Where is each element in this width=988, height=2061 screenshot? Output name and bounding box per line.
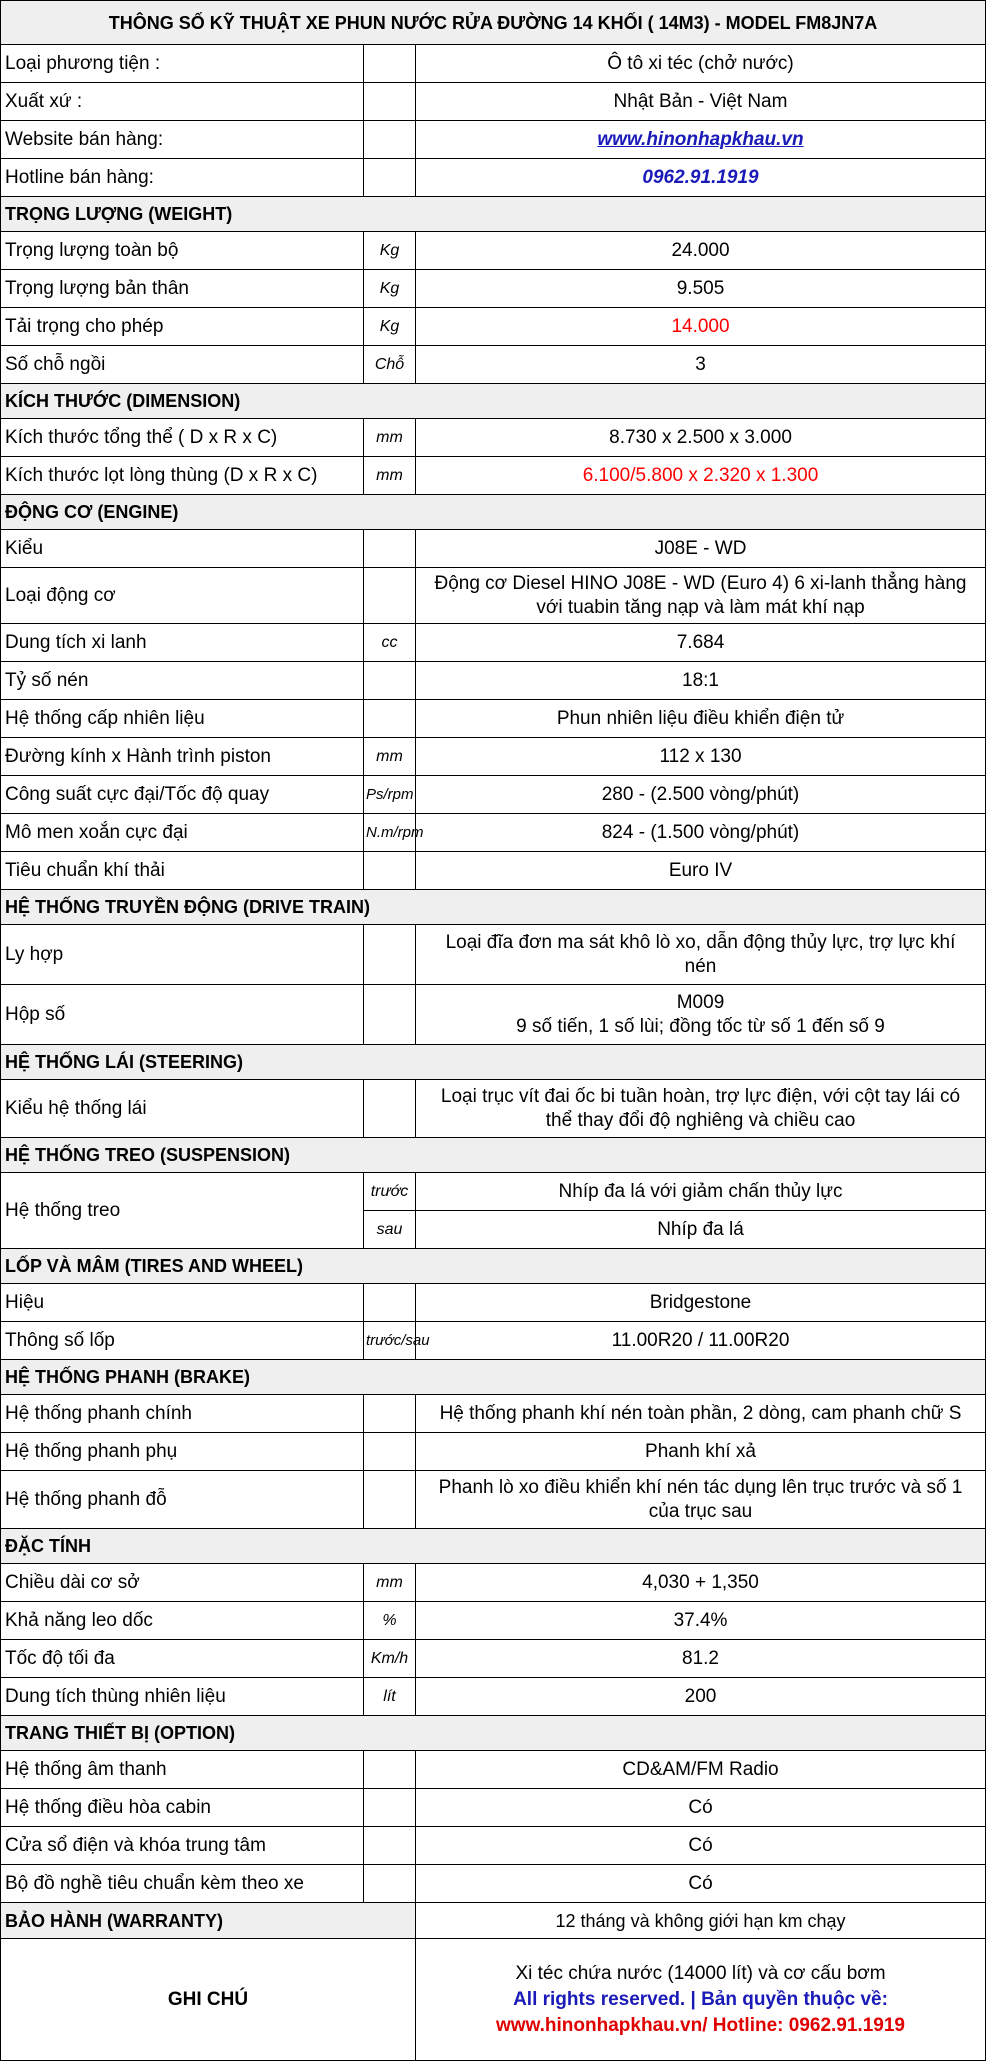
row-label: Hệ thống phanh đỗ bbox=[1, 1471, 364, 1529]
page-title: THÔNG SỐ KỸ THUẬT XE PHUN NƯỚC RỬA ĐƯỜNG 14 KHỐI ( 14M3) - MODEL FM8JN7A bbox=[1, 1, 986, 45]
row-unit bbox=[364, 1433, 416, 1471]
row-label: Hệ thống điều hòa cabin bbox=[1, 1789, 364, 1827]
section-header-options bbox=[1, 1716, 986, 1751]
row-label: Loại phương tiện : bbox=[1, 45, 364, 83]
table-row bbox=[1, 1865, 986, 1903]
table-row bbox=[1, 738, 986, 776]
table-row bbox=[1, 624, 986, 662]
section-header-engine bbox=[1, 495, 986, 530]
row-unit bbox=[364, 530, 416, 568]
note-title: GHI CHÚ bbox=[1, 1939, 416, 2061]
value-line: thể thay đổi độ nghiêng và chiều cao bbox=[545, 1109, 856, 1131]
row-unit: Kg bbox=[364, 308, 416, 346]
row-value: 200 bbox=[416, 1678, 986, 1716]
row-value: Có bbox=[416, 1865, 986, 1903]
row-value: Hệ thống phanh khí nén toàn phần, 2 dòng, cam phanh chữ S bbox=[416, 1395, 986, 1433]
value-line: Động cơ Diesel HINO J08E - WD (Euro 4) 6 xi-lanh thẳng hàng bbox=[434, 572, 967, 594]
warranty-row bbox=[1, 1903, 986, 1939]
row-label: Kích thước lọt lòng thùng (D x R x C) bbox=[1, 457, 364, 495]
copyright-line: All rights reserved. | Bản quyền thuộc về: bbox=[513, 1988, 888, 2010]
warranty-title: BẢO HÀNH (WARRANTY) bbox=[1, 1903, 416, 1939]
row-value: 7.684 bbox=[416, 624, 986, 662]
row-label: Bộ đồ nghề tiêu chuẩn kèm theo xe bbox=[1, 1865, 364, 1903]
row-unit bbox=[364, 925, 416, 985]
row-label: Xuất xứ : bbox=[1, 83, 364, 121]
row-value bbox=[416, 1080, 986, 1138]
row-unit: Ps/rpm bbox=[364, 776, 416, 814]
table-row bbox=[1, 1640, 986, 1678]
value-line: Loại trục vít đai ốc bi tuần hoàn, trợ lực điện, với cột tay lái có bbox=[440, 1085, 961, 1107]
row-label: Dung tích xi lanh bbox=[1, 624, 364, 662]
value-line: Loại đĩa đơn ma sát khô lò xo, dẫn động thủy lực, trợ lực khí bbox=[445, 931, 956, 953]
table-row bbox=[1, 1602, 986, 1640]
row-value: J08E - WD bbox=[416, 530, 986, 568]
section-header-tires bbox=[1, 1249, 986, 1284]
row-value: Có bbox=[416, 1789, 986, 1827]
section-header-drivetrain bbox=[1, 890, 986, 925]
row-value: 9.505 bbox=[416, 270, 986, 308]
table-row bbox=[1, 776, 986, 814]
row-label: Loại động cơ bbox=[1, 568, 364, 624]
row-value: Nhíp đa lá bbox=[416, 1211, 986, 1249]
row-label: Website bán hàng: bbox=[1, 121, 364, 159]
table-row bbox=[1, 1564, 986, 1602]
row-label: Công suất cực đại/Tốc độ quay bbox=[1, 776, 364, 814]
row-unit bbox=[364, 1395, 416, 1433]
row-unit: sau bbox=[364, 1211, 416, 1249]
row-value: 112 x 130 bbox=[416, 738, 986, 776]
row-unit: N.m/rpm bbox=[364, 814, 416, 852]
table-row bbox=[1, 270, 986, 308]
row-value: 3 bbox=[416, 346, 986, 384]
table-row bbox=[1, 45, 986, 83]
value-line: của trục sau bbox=[648, 1500, 753, 1522]
row-unit: lít bbox=[364, 1678, 416, 1716]
row-unit bbox=[364, 1865, 416, 1903]
row-value: 11.00R20 / 11.00R20 bbox=[416, 1322, 986, 1360]
row-label: Hotline bán hàng: bbox=[1, 159, 364, 197]
row-value: Nhíp đa lá với giảm chấn thủy lực bbox=[416, 1173, 986, 1211]
value-line: nén bbox=[684, 955, 717, 977]
row-value: 18:1 bbox=[416, 662, 986, 700]
warranty-value: 12 tháng và không giới hạn km chạy bbox=[416, 1903, 986, 1939]
row-label: Hiệu bbox=[1, 1284, 364, 1322]
row-value: Phun nhiên liệu điều khiển điện tử bbox=[416, 700, 986, 738]
table-row bbox=[1, 1678, 986, 1716]
row-label: Tỷ số nén bbox=[1, 662, 364, 700]
section-header-features bbox=[1, 1529, 986, 1564]
row-label: Hệ thống treo bbox=[1, 1173, 364, 1249]
row-value: Euro IV bbox=[416, 852, 986, 890]
row-unit bbox=[364, 1471, 416, 1529]
row-unit bbox=[364, 1789, 416, 1827]
table-row bbox=[1, 1789, 986, 1827]
note-value bbox=[416, 1939, 986, 2061]
row-value: Phanh khí xả bbox=[416, 1433, 986, 1471]
table-row bbox=[1, 814, 986, 852]
table-row bbox=[1, 1322, 986, 1360]
table-row bbox=[1, 1471, 986, 1529]
row-unit bbox=[364, 985, 416, 1045]
row-value: 37.4% bbox=[416, 1602, 986, 1640]
row-unit: Kg bbox=[364, 232, 416, 270]
row-value bbox=[416, 925, 986, 985]
table-row bbox=[1, 457, 986, 495]
row-value: Nhật Bản - Việt Nam bbox=[416, 83, 986, 121]
title-row bbox=[1, 1, 986, 45]
row-value: Ô tô xi téc (chở nước) bbox=[416, 45, 986, 83]
row-label: Tải trọng cho phép bbox=[1, 308, 364, 346]
table-row bbox=[1, 568, 986, 624]
row-unit: mm bbox=[364, 419, 416, 457]
section-title: HỆ THỐNG PHANH (BRAKE) bbox=[1, 1360, 986, 1395]
table-row bbox=[1, 985, 986, 1045]
table-row bbox=[1, 925, 986, 985]
table-row bbox=[1, 121, 986, 159]
table-row bbox=[1, 159, 986, 197]
row-unit: mm bbox=[364, 457, 416, 495]
row-value: 4,030 + 1,350 bbox=[416, 1564, 986, 1602]
table-row bbox=[1, 1751, 986, 1789]
row-unit: trước bbox=[364, 1173, 416, 1211]
hotline-value: 0962.91.1919 bbox=[416, 159, 986, 197]
row-value bbox=[416, 568, 986, 624]
row-unit bbox=[364, 1284, 416, 1322]
row-label: Ly hợp bbox=[1, 925, 364, 985]
section-header-dimension bbox=[1, 384, 986, 419]
section-title: HỆ THỐNG TRUYỀN ĐỘNG (DRIVE TRAIN) bbox=[1, 890, 986, 925]
section-title: ĐỘNG CƠ (ENGINE) bbox=[1, 495, 986, 530]
row-label: Dung tích thùng nhiên liệu bbox=[1, 1678, 364, 1716]
row-value: CD&AM/FM Radio bbox=[416, 1751, 986, 1789]
section-header-steering bbox=[1, 1045, 986, 1080]
row-label: Chiều dài cơ sở bbox=[1, 1564, 364, 1602]
website-link[interactable]: www.hinonhapkhau.vn bbox=[597, 128, 804, 150]
row-unit bbox=[364, 83, 416, 121]
row-label: Đường kính x Hành trình piston bbox=[1, 738, 364, 776]
table-row bbox=[1, 308, 986, 346]
section-title: KÍCH THƯỚC (DIMENSION) bbox=[1, 384, 986, 419]
section-title: HỆ THỐNG TREO (SUSPENSION) bbox=[1, 1138, 986, 1173]
section-header-suspension bbox=[1, 1138, 986, 1173]
row-value bbox=[416, 985, 986, 1045]
row-unit bbox=[364, 1080, 416, 1138]
section-header-weight bbox=[1, 197, 986, 232]
table-row bbox=[1, 1827, 986, 1865]
section-title: ĐẶC TÍNH bbox=[1, 1529, 986, 1564]
row-label: Tiêu chuẩn khí thải bbox=[1, 852, 364, 890]
table-row bbox=[1, 700, 986, 738]
row-label: Khả năng leo dốc bbox=[1, 1602, 364, 1640]
section-title: LỐP VÀ MÂM (TIRES AND WHEEL) bbox=[1, 1249, 986, 1284]
table-row bbox=[1, 662, 986, 700]
row-value: Bridgestone bbox=[416, 1284, 986, 1322]
row-value bbox=[416, 1471, 986, 1529]
row-label: Trọng lượng bản thân bbox=[1, 270, 364, 308]
row-value: 280 - (2.500 vòng/phút) bbox=[416, 776, 986, 814]
row-unit: mm bbox=[364, 1564, 416, 1602]
row-unit bbox=[364, 45, 416, 83]
row-unit: % bbox=[364, 1602, 416, 1640]
row-unit bbox=[364, 852, 416, 890]
section-title: TRANG THIẾT BỊ (OPTION) bbox=[1, 1716, 986, 1751]
table-row bbox=[1, 346, 986, 384]
table-row bbox=[1, 852, 986, 890]
value-line: với tuabin tăng nạp và làm mát khí nạp bbox=[536, 596, 865, 618]
section-title: HỆ THỐNG LÁI (STEERING) bbox=[1, 1045, 986, 1080]
table-row bbox=[1, 232, 986, 270]
table-row bbox=[1, 1433, 986, 1471]
row-unit bbox=[364, 159, 416, 197]
row-value: 24.000 bbox=[416, 232, 986, 270]
table-row bbox=[1, 83, 986, 121]
row-unit bbox=[364, 1827, 416, 1865]
row-label: Mô men xoắn cực đại bbox=[1, 814, 364, 852]
row-value: 6.100/5.800 x 2.320 x 1.300 bbox=[416, 457, 986, 495]
table-row bbox=[1, 530, 986, 568]
row-label: Kiểu bbox=[1, 530, 364, 568]
section-title: TRỌNG LƯỢNG (WEIGHT) bbox=[1, 197, 986, 232]
row-unit bbox=[364, 121, 416, 159]
row-label: Hệ thống cấp nhiên liệu bbox=[1, 700, 364, 738]
row-label: Hệ thống phanh chính bbox=[1, 1395, 364, 1433]
table-row bbox=[1, 1173, 986, 1211]
table-row bbox=[1, 1080, 986, 1138]
row-value: 14.000 bbox=[416, 308, 986, 346]
row-label: Kiểu hệ thống lái bbox=[1, 1080, 364, 1138]
website-cell bbox=[416, 121, 986, 159]
row-label: Kích thước tổng thể ( D x R x C) bbox=[1, 419, 364, 457]
row-value: 81.2 bbox=[416, 1640, 986, 1678]
row-label: Hệ thống phanh phụ bbox=[1, 1433, 364, 1471]
contact-line[interactable]: www.hinonhapkhau.vn/ Hotline: 0962.91.1919 bbox=[496, 2014, 905, 2036]
row-unit bbox=[364, 568, 416, 624]
table-row bbox=[1, 1284, 986, 1322]
row-value: 8.730 x 2.500 x 3.000 bbox=[416, 419, 986, 457]
row-unit: mm bbox=[364, 738, 416, 776]
row-unit bbox=[364, 700, 416, 738]
value-line: 9 số tiến, 1 số lùi; đồng tốc từ số 1 đến số 9 bbox=[516, 1015, 885, 1037]
note-row bbox=[1, 1939, 986, 2061]
row-label: Cửa sổ điện và khóa trung tâm bbox=[1, 1827, 364, 1865]
table-row bbox=[1, 1395, 986, 1433]
row-value: Có bbox=[416, 1827, 986, 1865]
section-header-brake bbox=[1, 1360, 986, 1395]
row-unit: Kg bbox=[364, 270, 416, 308]
row-value: 824 - (1.500 vòng/phút) bbox=[416, 814, 986, 852]
value-line: M009 bbox=[676, 991, 725, 1013]
row-unit: Chỗ bbox=[364, 346, 416, 384]
row-unit bbox=[364, 662, 416, 700]
table-row bbox=[1, 419, 986, 457]
row-unit: cc bbox=[364, 624, 416, 662]
row-label: Số chỗ ngồi bbox=[1, 346, 364, 384]
row-label: Trọng lượng toàn bộ bbox=[1, 232, 364, 270]
row-label: Hộp số bbox=[1, 985, 364, 1045]
note-line: Xi téc chứa nước (14000 lít) và cơ cấu bơm bbox=[515, 1962, 886, 1984]
row-label: Thông số lốp bbox=[1, 1322, 364, 1360]
row-label: Tốc độ tối đa bbox=[1, 1640, 364, 1678]
value-line: Phanh lò xo điều khiển khí nén tác dụng lên trục trước và số 1 bbox=[438, 1476, 963, 1498]
row-unit bbox=[364, 1751, 416, 1789]
row-label: Hệ thống âm thanh bbox=[1, 1751, 364, 1789]
row-unit: Km/h bbox=[364, 1640, 416, 1678]
row-unit: trước/sau bbox=[364, 1322, 416, 1360]
